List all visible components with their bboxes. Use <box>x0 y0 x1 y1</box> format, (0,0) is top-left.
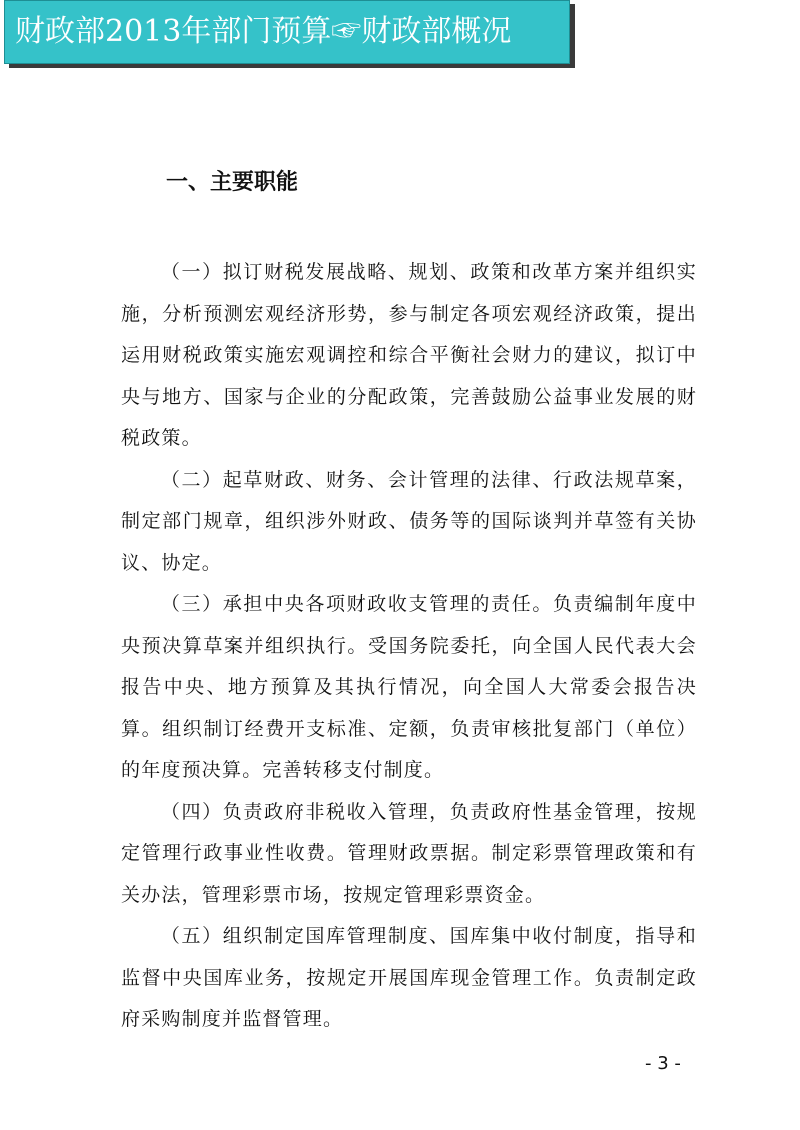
header-title: 财政部2013年部门预算☞财政部概况 <box>15 14 512 49</box>
section-heading: 一、主要职能 <box>166 170 299 195</box>
page-number: - 3 - <box>645 1053 681 1074</box>
paragraph-3: （三）承担中央各项财政收支管理的责任。负责编制年度中央预决算草案并组织执行。受国务院委托，向全国人民代表大会报告中央、地方预算及其执行情况，向全国人大常委会报告决算。组织制订经费开支标准、定额，负责审核批复部门（单位）的年度预决算。完善转移支付制度。 <box>121 593 697 781</box>
document-body <box>121 252 697 1041</box>
paragraph-1: （一）拟订财税发展战略、规划、政策和改革方案并组织实施，分析预测宏观经济形势，参与制定各项宏观经济政策，提出运用财税政策实施宏观调控和综合平衡社会财力的建议，拟订中央与地方、国家与企业的分配政策，完善鼓励公益事业发展的财税政策。 <box>121 261 697 449</box>
paragraph-4: （四）负责政府非税收入管理，负责政府性基金管理，按规定管理行政事业性收费。管理财政票据。制定彩票管理政策和有关办法，管理彩票市场，按规定管理彩票资金。 <box>121 800 697 906</box>
paragraph-2: （二）起草财政、财务、会计管理的法律、行政法规草案，制定部门规章，组织涉外财政、债务等的国际谈判并草签有关协议、协定。 <box>121 468 697 574</box>
paragraph-5: （五）组织制定国库管理制度、国库集中收付制度，指导和监督中央国库业务，按规定开展国库现金管理工作。负责制定政府采购制度并监督管理。 <box>121 925 697 1030</box>
header-banner <box>4 0 570 64</box>
